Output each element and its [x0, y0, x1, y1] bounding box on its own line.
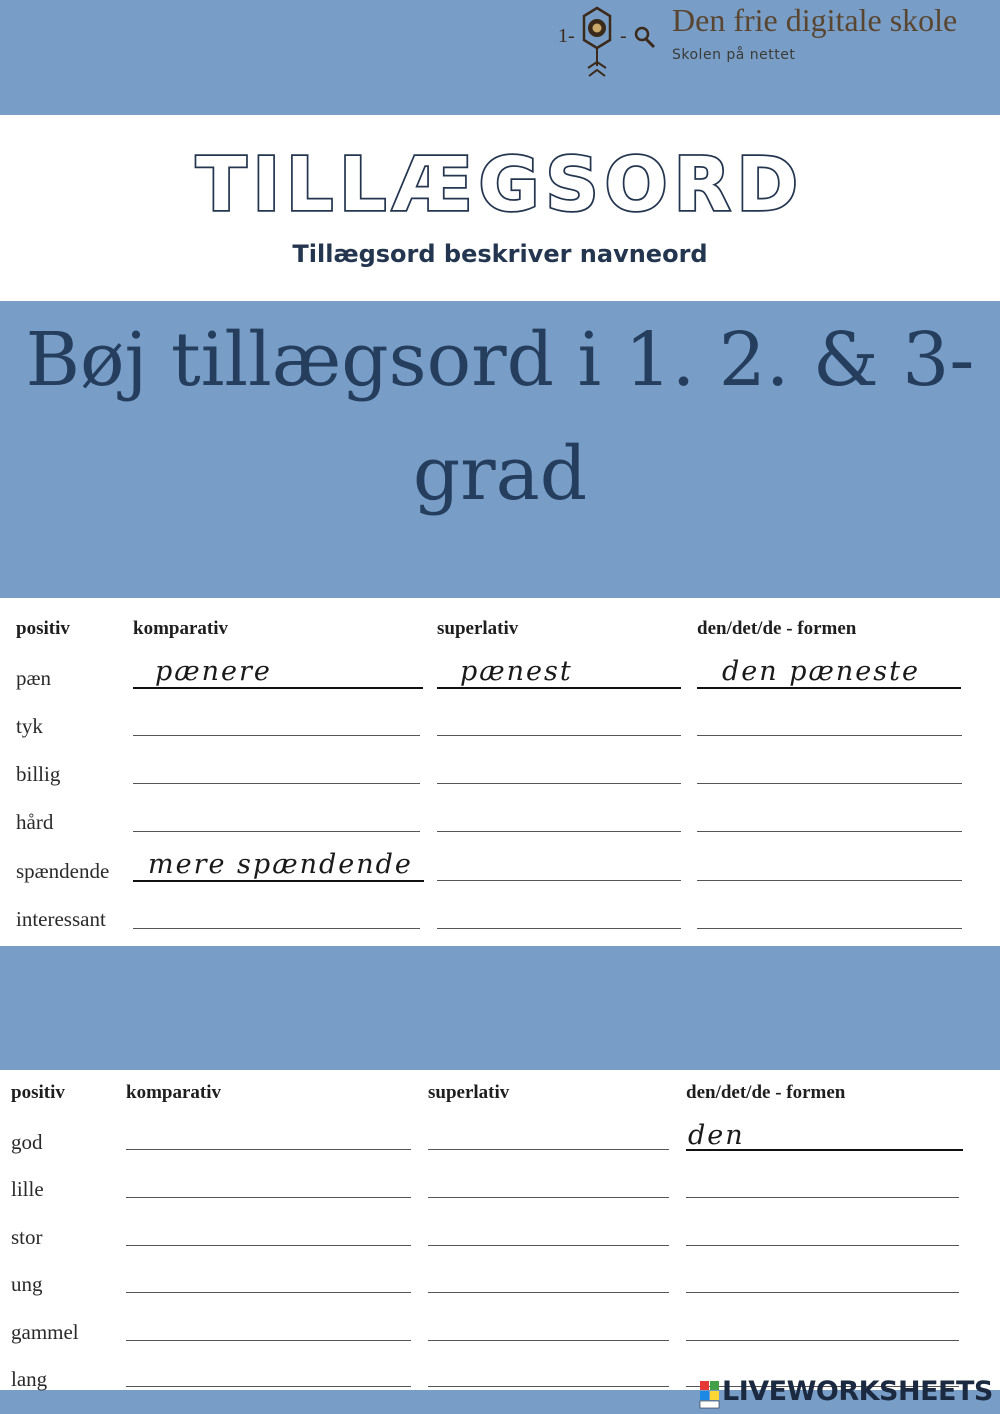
worksheet-table-2 — [0, 1070, 1000, 1390]
header-komparativ: komparativ — [133, 618, 228, 639]
answer-line[interactable] — [697, 783, 962, 784]
answer-line[interactable] — [133, 928, 420, 929]
header-komparativ: komparativ — [126, 1082, 221, 1103]
answer-line[interactable] — [686, 1149, 963, 1151]
answer-komparativ: pænere — [155, 656, 272, 687]
answer-line[interactable] — [437, 735, 681, 736]
word-gammel: gammel — [11, 1320, 79, 1344]
answer-line[interactable] — [437, 831, 681, 832]
answer-line[interactable] — [697, 880, 962, 881]
answer-line[interactable] — [126, 1386, 411, 1387]
answer-line[interactable] — [437, 687, 681, 689]
brand-title: Den frie digitale skole — [672, 2, 958, 38]
word-lille: lille — [11, 1177, 44, 1201]
word-interessant: interessant — [16, 907, 106, 931]
page-title: Bøj tillægsord i 1. 2. & 3-grad — [25, 317, 975, 517]
answer-line[interactable] — [686, 1292, 959, 1293]
answer-line[interactable] — [437, 928, 681, 929]
answer-line[interactable] — [437, 783, 681, 784]
answer-line[interactable] — [428, 1149, 669, 1150]
header-positiv: positiv — [16, 618, 70, 639]
header-den-det-de: den/det/de - formen — [697, 618, 857, 639]
word-billig: billig — [16, 762, 61, 786]
worksheet-table-1 — [0, 598, 1000, 946]
header-den-det-de: den/det/de - formen — [686, 1082, 846, 1103]
word-stor: stor — [11, 1225, 43, 1249]
answer-line[interactable] — [428, 1292, 669, 1293]
answer-line[interactable] — [133, 735, 420, 736]
answer-line[interactable] — [133, 831, 420, 832]
answer-line[interactable] — [697, 928, 962, 929]
header-positiv: positiv — [11, 1082, 65, 1103]
svg-text:1-: 1- — [558, 25, 575, 47]
answer-superlativ: pænest — [460, 656, 573, 687]
answer-line[interactable] — [686, 1245, 959, 1246]
brand-subtitle: Skolen på nettet — [672, 47, 796, 63]
answer-line[interactable] — [697, 735, 962, 736]
svg-text:Tillægsord: Tillægsord — [196, 142, 804, 228]
word-haard: hård — [16, 810, 54, 834]
word-paen: pæn — [16, 666, 52, 690]
answer-line[interactable] — [126, 1149, 411, 1150]
decorative-title — [0, 132, 1000, 232]
answer-line[interactable] — [126, 1197, 411, 1198]
answer-line[interactable] — [686, 1340, 959, 1341]
word-tyk: tyk — [16, 714, 43, 738]
answer-line[interactable] — [428, 1386, 669, 1387]
answer-line[interactable] — [133, 880, 424, 882]
answer-line[interactable] — [126, 1245, 411, 1246]
answer-line[interactable] — [437, 880, 681, 881]
answer-komparativ: mere spændende — [148, 849, 413, 880]
answer-line[interactable] — [428, 1245, 669, 1246]
liveworksheets-watermark: LIVEWORKSHEETS — [722, 1376, 993, 1407]
answer-line[interactable] — [133, 783, 420, 784]
word-lang: lang — [11, 1367, 48, 1391]
answer-den-form: den pæneste — [722, 656, 920, 687]
answer-line[interactable] — [697, 831, 962, 832]
answer-line[interactable] — [126, 1340, 411, 1341]
answer-line[interactable] — [126, 1292, 411, 1293]
header-superlativ: superlativ — [437, 618, 519, 639]
svg-text:-: - — [620, 25, 627, 47]
answer-line[interactable] — [428, 1197, 669, 1198]
answer-line[interactable] — [133, 687, 423, 689]
answer-line[interactable] — [686, 1197, 959, 1198]
answer-den-form: den — [688, 1120, 745, 1151]
answer-line[interactable] — [428, 1340, 669, 1341]
word-ung: ung — [11, 1272, 43, 1296]
word-spaendende: spændende — [16, 859, 110, 883]
school-logo-icon — [556, 4, 666, 78]
header-superlativ: superlativ — [428, 1082, 510, 1103]
subtitle: Tillægsord beskriver navneord — [292, 240, 708, 268]
word-god: god — [11, 1130, 43, 1154]
answer-line[interactable] — [697, 687, 961, 689]
